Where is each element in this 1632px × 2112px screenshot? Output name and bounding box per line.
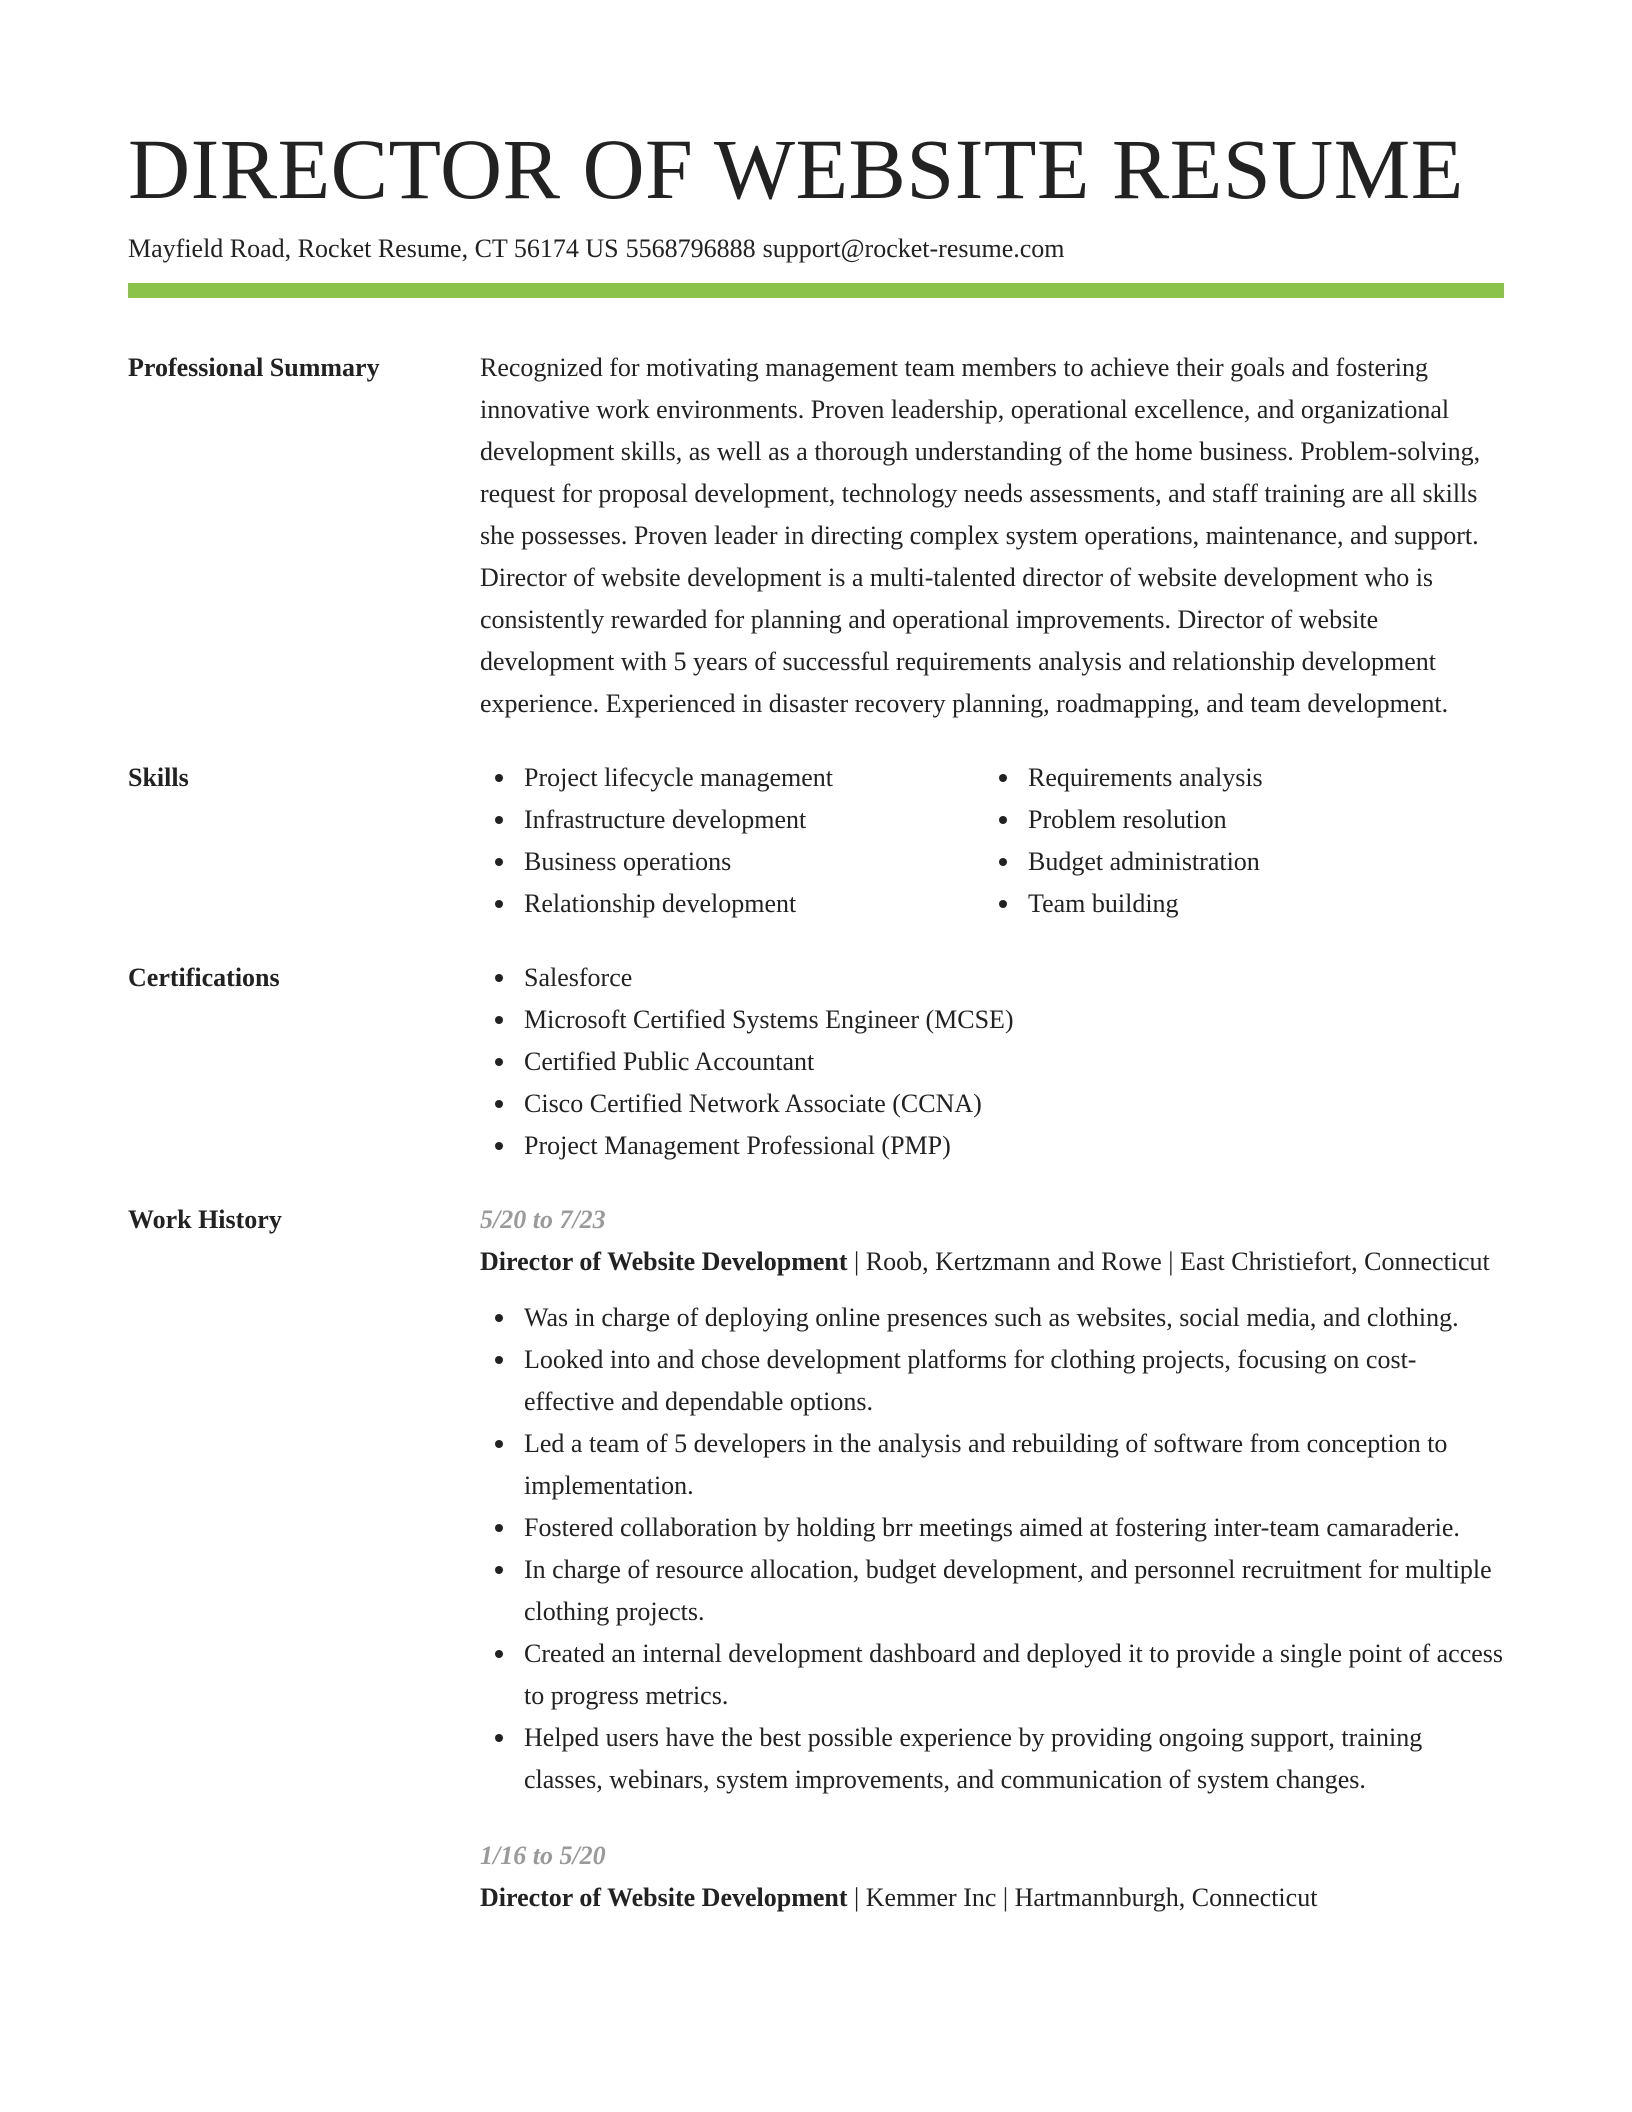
resume-page (128, 0, 1504, 1919)
job-entry (480, 1199, 1504, 1801)
contact-phone: 5568796888 (625, 234, 756, 263)
list-item: Relationship development (480, 883, 984, 925)
section-label-work-history: Work History (128, 1205, 282, 1234)
list-item: Infrastructure development (480, 799, 984, 841)
list-item: Microsoft Certified Systems Engineer (MCSE) (480, 999, 1504, 1041)
list-item: Helped users have the best possible experience by providing ongoing support, training classes, webinars, system improvements, and communication of system changes. (480, 1717, 1504, 1801)
accent-divider (128, 283, 1504, 298)
job-title: Director of Website Development (480, 1883, 848, 1912)
section-label-certifications: Certifications (128, 963, 280, 992)
certifications-section (128, 957, 1504, 1167)
list-item: Budget administration (984, 841, 1504, 883)
list-item: Requirements analysis (984, 757, 1504, 799)
list-item: Team building (984, 883, 1504, 925)
job-title: Director of Website Development (480, 1247, 848, 1276)
job-entry (480, 1835, 1504, 1919)
work-history-section (128, 1199, 1504, 1919)
job-company: Roob, Kertzmann and Rowe (865, 1247, 1162, 1276)
list-item: Certified Public Accountant (480, 1041, 1504, 1083)
job-location: East Christiefort, Connecticut (1180, 1247, 1490, 1276)
job-dates: 5/20 to 7/23 (480, 1205, 606, 1234)
section-label-skills: Skills (128, 763, 189, 792)
list-item: Cisco Certified Network Associate (CCNA) (480, 1083, 1504, 1125)
list-item: Salesforce (480, 957, 1504, 999)
list-item: Fostered collaboration by holding brr meetings aimed at fostering inter-team camaraderie. (480, 1507, 1504, 1549)
contact-address: Mayfield Road, Rocket Resume, CT 56174 US (128, 234, 619, 263)
list-item: Led a team of 5 developers in the analysis and rebuilding of software from conception to implementation. (480, 1423, 1504, 1507)
professional-summary-section (128, 347, 1504, 725)
list-item: Problem resolution (984, 799, 1504, 841)
summary-text: Recognized for motivating management team members to achieve their goals and fostering innovative work environments. Proven leadership, operational excellence, and organizational development skills, as well as a thorough understanding of the home business. Problem-solving, request for proposal development, technology needs assessments, and staff training are all skills she possesses. Proven leader in directing complex system operations, maintenance, and support. Director of website development is a multi-talented director of website development who is consistently rewarded for planning and operational improvements. Director of website development with 5 years of successful requirements analysis and relationship development experience. Experienced in disaster recovery planning, roadmapping, and team development. (480, 353, 1481, 718)
list-item: Was in charge of deploying online presences such as websites, social media, and clothing. (480, 1297, 1504, 1339)
list-item: Created an internal development dashboard and deployed it to provide a single point of access to progress metrics. (480, 1633, 1504, 1717)
certifications-list (480, 957, 1504, 1167)
list-item: Business operations (480, 841, 984, 883)
job-bullets (480, 1297, 1504, 1801)
skills-list-right (984, 757, 1504, 925)
job-location: Hartmannburgh, Connecticut (1014, 1883, 1318, 1912)
job-heading: Director of Website Development | Kemmer Inc | Hartmannburgh, Connecticut (480, 1883, 1318, 1912)
skills-list-left (480, 757, 984, 925)
list-item: Project lifecycle management (480, 757, 984, 799)
list-item: In charge of resource allocation, budget development, and personnel recruitment for multiple clothing projects. (480, 1549, 1504, 1633)
list-item: Project Management Professional (PMP) (480, 1125, 1504, 1167)
job-company: Kemmer Inc (865, 1883, 997, 1912)
resume-title: DIRECTOR OF WEBSITE RESUME (128, 121, 1464, 217)
skills-section (128, 757, 1504, 925)
job-heading: Director of Website Development | Roob, Kertzmann and Rowe | East Christiefort, Connecticut (480, 1247, 1490, 1276)
job-dates: 1/16 to 5/20 (480, 1841, 606, 1870)
list-item: Looked into and chose development platforms for clothing projects, focusing on cost-effective and dependable options. (480, 1339, 1504, 1423)
section-label-summary: Professional Summary (128, 353, 380, 382)
contact-line (128, 234, 1504, 264)
contact-email: support@rocket-resume.com (762, 234, 1065, 263)
